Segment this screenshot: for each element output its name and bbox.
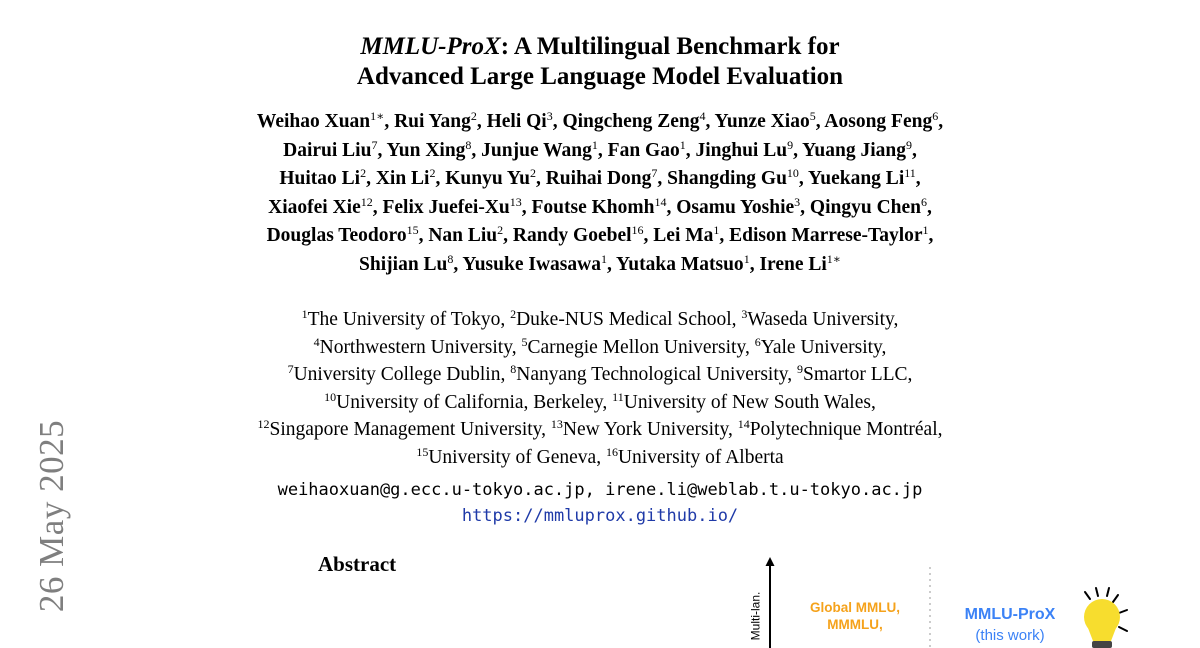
author-affiliation-marker: 6 (921, 194, 927, 209)
global-label-line-1: Global MMLU, (810, 600, 900, 615)
affiliation-name: University of Alberta (617, 446, 784, 468)
author-line: Shijian Lu$^8$, Yusuke Iwasawa$^1$, Yutaka Matsuo$^1$, Irene $Li^{1∗}$ (359, 251, 841, 275)
author-affiliation-marker: 8 (465, 137, 472, 152)
author-affiliation-marker: 9 (787, 137, 794, 152)
author-line: Huitao Li$^2$, Xin Li$^2$, Kunyu Yu$^2$, Ruihai Dong$^7$, Shangding Gu$^{10}$, Yuekang Li$^{11}$, (279, 166, 921, 189)
figure-this-work-label: (this work) (975, 627, 1045, 644)
author (562, 111, 705, 132)
author (481, 137, 598, 161)
author-affiliation-marker: 16 (631, 223, 644, 237)
affiliation-marker: 16 (605, 444, 618, 459)
author (445, 168, 536, 189)
author (513, 225, 644, 246)
author-name: Aosong Feng (824, 111, 933, 132)
author-name: Xin Li (375, 168, 430, 189)
title-italic-part: MMLU-ProX (360, 33, 501, 60)
author-name: Randy Goebel (512, 225, 632, 246)
affiliation (510, 309, 732, 330)
author (386, 137, 472, 161)
author-affiliation-marker: 1 (743, 251, 750, 266)
affiliation (551, 419, 728, 440)
affiliation (738, 419, 938, 440)
author (809, 194, 927, 218)
author (824, 111, 938, 132)
affiliation-name: University of Geneva (428, 446, 597, 468)
affiliation-name: Smartor LLC (803, 364, 908, 385)
author-line: Douglas Teodoro$^{15}$, Nan Liu$^2$, Randy Goebel$^{16}$, Lei Ma$^1$, Edison Marrese-Taylor$^1$, (266, 223, 934, 246)
affiliation (521, 334, 745, 358)
author-affiliation-marker: 14 (654, 194, 667, 209)
author-name: Yunze Xiao (714, 111, 810, 132)
affiliation-line: $^{12}$Singapore Management University, $^{13}$New York University, $^{14}$Polytechnique Montréal, (257, 417, 943, 440)
figure-y-axis-text: Multi-lan. (748, 591, 762, 641)
author (531, 194, 667, 218)
author-name: Osamu Yoshie (676, 196, 795, 218)
arxiv-date-text: 26 May 2025 (32, 419, 71, 613)
author (616, 251, 750, 275)
author-affiliation-marker: 8 (447, 251, 454, 266)
affiliation-marker: 9 (797, 362, 804, 376)
author-affiliation-marker: 9 (905, 137, 912, 152)
title-line-2: Advanced Large Language Model Evaluation (356, 63, 844, 90)
author-affiliation-marker: 1 (679, 137, 686, 152)
project-url[interactable]: https://mmluprox.github.io/ (461, 506, 739, 526)
author (715, 111, 816, 132)
author-affiliation-marker: 2 (497, 223, 504, 237)
affiliation-marker: 6 (754, 334, 761, 349)
affiliation-marker: 14 (737, 417, 750, 431)
affiliation-line: $^{15}$University of Geneva, $^{16}$University of Alberta (416, 444, 784, 468)
teaser-figure (740, 555, 1140, 648)
author-name: Irene Li (759, 253, 827, 275)
affiliation-name: New York University (562, 419, 728, 440)
author-affiliation-marker: 3 (794, 194, 801, 209)
author (359, 251, 454, 275)
author-affiliation-marker: 2 (429, 166, 436, 180)
author (283, 137, 378, 161)
author-name: Shangding Gu (667, 168, 787, 189)
author (376, 168, 436, 189)
affiliation-line: $^4$Northwestern University, $^5$Carnegie Mellon University, $^6$Yale University, (313, 334, 887, 358)
author-affiliation-marker: 2 (529, 166, 536, 180)
author-name: Dairui Liu (283, 139, 372, 161)
affiliation-name: University College Dublin (293, 364, 501, 385)
affiliation-list (100, 306, 1100, 471)
author (653, 225, 719, 246)
author-name: Junjue Wang (481, 139, 592, 161)
affiliation (302, 309, 501, 330)
author-affiliation-marker: 6 (932, 109, 939, 123)
affiliation-marker: 8 (510, 362, 517, 376)
affiliation (313, 334, 512, 358)
title-line-1 (100, 32, 1100, 62)
author (257, 111, 384, 132)
affiliation (754, 334, 882, 358)
affiliation-name: Waseda University (747, 309, 894, 330)
author-line: Weihao Xuan$^{1∗}$, Rui Yang$^2$, Heli Qi$^3$, Qingcheng Zeng$^4$, Yunze Xiao$^5$, Aosong Feng$^6$, (256, 109, 944, 132)
author-name: Lei Ma (653, 225, 714, 246)
author-affiliation-marker: 15 (406, 223, 419, 237)
affiliation-marker: 7 (287, 362, 294, 376)
affiliation-name: The University of Tokyo (307, 309, 501, 330)
contact-emails[interactable]: weihaoxuan@g.ecc.u-tokyo.ac.jp, irene.li@weblab.t.u-tokyo.ac.jp (277, 480, 923, 500)
affiliation-marker: 4 (313, 334, 320, 349)
author (759, 251, 841, 275)
affiliation-marker: 13 (550, 417, 563, 431)
author-affiliation-marker: 10 (786, 166, 799, 180)
author-affiliation-marker: 11 (904, 166, 916, 180)
author-name: Ruihai Dong (545, 168, 652, 189)
author (546, 168, 658, 189)
author-name: Edison Marrese-Taylor (729, 225, 923, 246)
affiliation (741, 309, 893, 330)
affiliation-line: $^{10}$University of California, Berkeley, $^{11}$University of New South Wales, (324, 389, 876, 413)
affiliation-marker: 10 (324, 389, 337, 404)
author-affiliation-marker: 1 (591, 137, 598, 152)
author-name: Weihao Xuan (256, 111, 371, 132)
author (729, 225, 928, 246)
author (667, 168, 799, 189)
author-name: Yusuke Iwasawa (462, 253, 601, 275)
figure-y-axis-label (745, 590, 765, 642)
affiliation (605, 444, 784, 468)
affiliation-line: $^7$University College Dublin, $^8$Nanyang Technological University, $^9$Smartor LLC, (287, 362, 913, 385)
affiliation-name: University of New South Wales (623, 391, 871, 413)
author-name: Yutaka Matsuo (616, 253, 744, 275)
author-affiliation-marker: 1∗ (826, 251, 841, 266)
author-line: Xiaofei Xie$^{12}$, Felix Juefei-Xu$^{13}$, Foutse Khomh$^{14}$, Osamu Yoshie$^3$, Qingyu Chen$^6$, (268, 194, 932, 218)
author-name: Douglas Teodoro (266, 225, 407, 246)
author-affiliation-marker: 1 (922, 223, 929, 237)
affiliation-marker: 1 (301, 307, 308, 321)
author-affiliation-marker: 7 (651, 166, 658, 180)
author (487, 111, 553, 132)
author-name: Huitao Li (279, 168, 361, 189)
affiliation-marker: 11 (612, 389, 624, 404)
affiliation (510, 364, 787, 385)
author (802, 137, 912, 161)
author (676, 194, 801, 218)
affiliation-name: Carnegie Mellon University (527, 336, 745, 358)
affiliation-marker: 15 (416, 444, 429, 459)
author-affiliation-marker: 12 (360, 194, 373, 209)
author-name: Shijian Lu (359, 253, 448, 275)
author (808, 168, 916, 189)
author-name: Fan Gao (607, 139, 680, 161)
author-list (100, 108, 1100, 279)
author (695, 137, 794, 161)
affiliation-name: Yale University (760, 336, 882, 358)
global-label-line-2: MMMLU, (827, 617, 883, 632)
author-affiliation-marker: 1∗ (370, 109, 385, 123)
title-line1-rest: : A Multilingual Benchmark for (500, 33, 840, 60)
author (462, 251, 607, 275)
affiliation-name: Nanyang Technological University (516, 364, 788, 385)
abstract-heading: Abstract (318, 552, 397, 576)
author-name: Heli Qi (486, 111, 547, 132)
affiliation-name: Duke-NUS Medical School (516, 309, 732, 330)
author-affiliation-marker: 4 (699, 109, 706, 123)
affiliation-marker: 12 (257, 417, 270, 431)
author-name: Rui Yang (394, 111, 471, 132)
author (267, 225, 419, 246)
affiliation-marker: 5 (521, 334, 528, 349)
arxiv-date-stamp (28, 405, 76, 627)
lightbulb-icon (1084, 588, 1127, 648)
author (382, 194, 522, 218)
affiliation-marker: 3 (741, 307, 748, 321)
author-name: Qingcheng Zeng (562, 111, 700, 132)
author-affiliation-marker: 1 (600, 251, 607, 266)
affiliation-name: Polytechnique Montréal (749, 419, 938, 440)
author-name: Jinghui Lu (695, 139, 788, 161)
affiliation-name: University of California, Berkeley (336, 391, 603, 413)
figure-mmlu-prox-label: MMLU-ProX (964, 606, 1056, 623)
author-name: Kunyu Yu (445, 168, 530, 189)
author-name: Felix Juefei-Xu (382, 196, 510, 218)
author (268, 194, 373, 218)
author-name: Xiaofei Xie (268, 196, 361, 218)
author-affiliation-marker: 13 (509, 194, 522, 209)
author-line: Dairui Liu$^7$, Yun Xing$^8$, Junjue Wang$^1$, Fan Gao$^1$, Jinghui Lu$^9$, Yuang Jiang$^9$, (283, 137, 917, 161)
author-name: Nan Liu (428, 225, 498, 246)
author (279, 168, 366, 189)
author-affiliation-marker: 7 (371, 137, 378, 152)
affiliation-marker: 2 (510, 307, 517, 321)
affiliation (288, 364, 501, 385)
author (394, 111, 477, 132)
author-name: Yuang Jiang (802, 139, 906, 161)
author-name: Yuekang Li (807, 168, 905, 189)
author (428, 225, 503, 246)
paper-title (100, 32, 1100, 92)
author-affiliation-marker: 3 (546, 109, 553, 123)
affiliation (797, 364, 908, 385)
affiliation-name: Northwestern University (319, 336, 512, 358)
author-name: Yun Xing (386, 139, 466, 161)
author (607, 137, 686, 161)
author-affiliation-marker: 1 (713, 223, 720, 237)
author-affiliation-marker: 2 (470, 109, 477, 123)
author-affiliation-marker: 2 (360, 166, 367, 180)
affiliation-line: $^1$The University of Tokyo, $^2$Duke-NUS Medical School, $^3$Waseda University, (301, 307, 899, 330)
affiliation (258, 419, 542, 440)
author-affiliation-marker: 5 (809, 109, 816, 123)
up-arrow-icon (766, 557, 775, 648)
affiliation-name: Singapore Management University (269, 419, 542, 440)
affiliation (612, 389, 871, 413)
author-name: Foutse Khomh (531, 196, 655, 218)
affiliation (416, 444, 597, 468)
figure-global-mmlu-label (795, 599, 915, 633)
author-name: Qingyu Chen (809, 196, 921, 218)
